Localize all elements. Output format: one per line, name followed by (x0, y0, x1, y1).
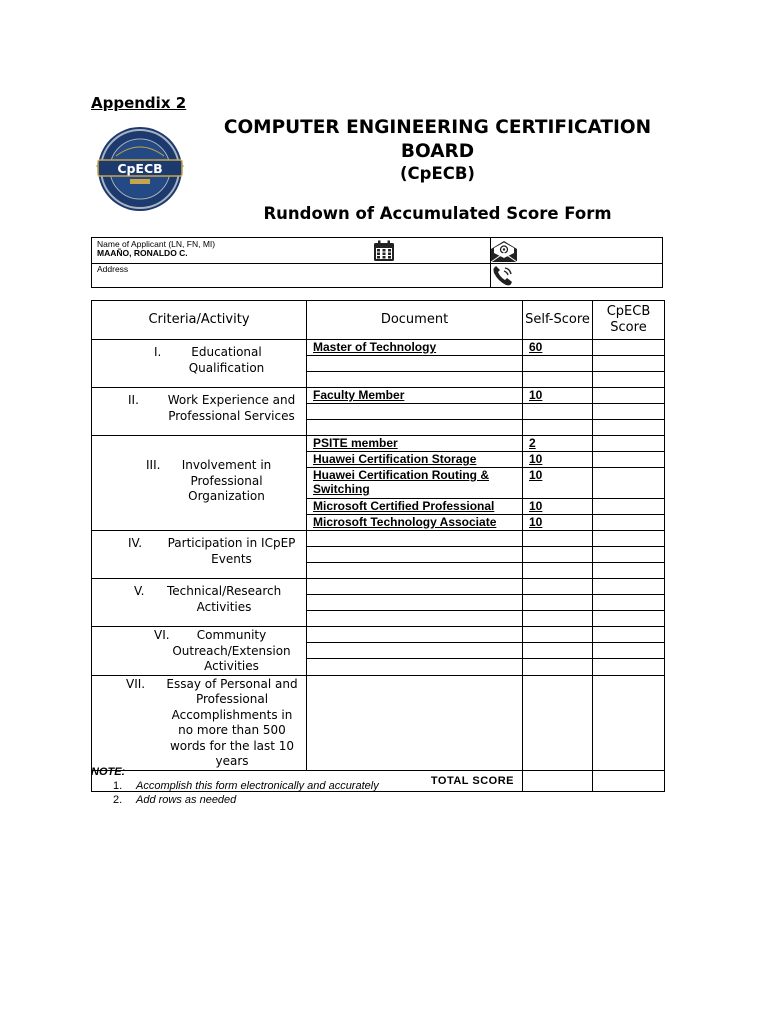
criteria-text: Participation in ICpEP Events (167, 536, 296, 566)
applicant-info-box (91, 237, 663, 288)
cpecb-score-cell[interactable] (593, 563, 665, 579)
document-cell[interactable] (307, 563, 523, 579)
self-score-cell[interactable] (523, 547, 593, 563)
table-row (92, 388, 665, 404)
criteria-text: Work Experience and Professional Services (167, 393, 296, 423)
cpecb-score-cell[interactable] (593, 675, 665, 770)
note-number: 1. (113, 780, 123, 792)
self-score-cell[interactable] (523, 531, 593, 547)
table-row (92, 340, 665, 356)
score-table (91, 300, 665, 792)
criteria-cell (92, 436, 307, 531)
cpecb-score-cell[interactable] (593, 372, 665, 388)
cpecb-score-cell[interactable] (593, 611, 665, 627)
cpecb-score-cell[interactable] (593, 643, 665, 659)
self-score-header: Self-Score (523, 301, 593, 340)
self-score-cell[interactable]: 10 (523, 499, 593, 515)
document-cell[interactable] (307, 611, 523, 627)
cpecb-score-cell[interactable] (593, 340, 665, 356)
document-cell[interactable] (307, 579, 523, 595)
roman-numeral: VII. (126, 676, 146, 691)
roman-numeral: IV. (128, 536, 143, 550)
self-score-cell[interactable]: 10 (523, 468, 593, 499)
document-cell[interactable] (307, 356, 523, 372)
applicant-name-label: Name of Applicant (LN, FN, MI) (97, 239, 216, 249)
table-row (92, 531, 665, 547)
note-label: NOTE: (91, 766, 126, 778)
document-cell[interactable]: Microsoft Technology Associate (307, 515, 523, 531)
table-row (92, 579, 665, 595)
self-score-cell[interactable] (523, 675, 593, 770)
criteria-text: Educational Qualification (188, 345, 265, 375)
criteria-cell (92, 627, 307, 676)
document-cell[interactable] (307, 595, 523, 611)
cpecb-score-cell[interactable] (593, 579, 665, 595)
board-abbreviation: (CpECB) (400, 164, 475, 183)
table-header-row (92, 301, 665, 340)
criteria-text: Technical/Research Activities (167, 584, 282, 614)
applicant-name-value[interactable]: MAAÑO, RONALDO C. (97, 248, 188, 258)
phone-icon (491, 265, 515, 287)
self-score-cell[interactable]: 10 (523, 452, 593, 468)
calendar-icon (373, 240, 395, 262)
note-text: Add rows as needed (136, 794, 237, 806)
criteria-text: Community Outreach/Extension Activities (172, 628, 291, 673)
address-label: Address (97, 264, 129, 274)
document-cell[interactable] (307, 643, 523, 659)
document-cell[interactable] (307, 675, 523, 770)
cpecb-score-cell[interactable] (593, 595, 665, 611)
document-cell[interactable]: PSITE member (307, 436, 523, 452)
document-header: Document (307, 301, 523, 340)
cpecb-score-cell[interactable] (593, 659, 665, 675)
criteria-cell (92, 531, 307, 579)
criteria-cell (92, 675, 307, 770)
total-cpecb-score-cell[interactable] (593, 770, 665, 791)
cpecb-score-cell[interactable] (593, 404, 665, 420)
self-score-cell[interactable]: 2 (523, 436, 593, 452)
form-title: Rundown of Accumulated Score Form (263, 204, 612, 223)
cpecb-logo (92, 126, 188, 212)
self-score-cell[interactable] (523, 420, 593, 436)
self-score-cell[interactable] (523, 356, 593, 372)
roman-numeral: II. (128, 393, 139, 407)
table-row (92, 627, 665, 643)
cpecb-score-cell[interactable] (593, 436, 665, 452)
roman-numeral: V. (134, 584, 145, 598)
criteria-header: Criteria/Activity (92, 301, 307, 340)
table-row (92, 436, 665, 452)
document-cell[interactable]: Faculty Member (307, 388, 523, 404)
self-score-cell[interactable] (523, 579, 593, 595)
self-score-cell[interactable] (523, 643, 593, 659)
self-score-cell[interactable] (523, 627, 593, 643)
self-score-cell[interactable] (523, 404, 593, 420)
self-score-cell[interactable] (523, 595, 593, 611)
document-cell[interactable] (307, 372, 523, 388)
document-cell[interactable]: Master of Technology (307, 340, 523, 356)
self-score-cell[interactable]: 10 (523, 388, 593, 404)
self-score-cell[interactable] (523, 611, 593, 627)
document-cell[interactable] (307, 627, 523, 643)
criteria-cell (92, 579, 307, 627)
board-title: COMPUTER ENGINEERING CERTIFICATION BOARD (223, 117, 652, 162)
cpecb-score-header: CpECB Score (593, 301, 665, 340)
cpecb-score-cell[interactable] (593, 468, 665, 499)
cpecb-score-cell[interactable] (593, 452, 665, 468)
svg-text:CpECB: CpECB (117, 161, 163, 176)
cpecb-score-cell[interactable] (593, 356, 665, 372)
roman-numeral: III. (146, 458, 161, 472)
document-cell[interactable] (307, 659, 523, 675)
document-cell[interactable] (307, 420, 523, 436)
document-cell[interactable] (307, 404, 523, 420)
document-cell[interactable] (307, 547, 523, 563)
self-score-cell[interactable]: 10 (523, 515, 593, 531)
cpecb-score-cell[interactable] (593, 547, 665, 563)
table-row (92, 675, 665, 770)
self-score-cell[interactable] (523, 563, 593, 579)
criteria-cell (92, 388, 307, 436)
document-cell[interactable] (307, 531, 523, 547)
total-self-score-cell[interactable] (523, 770, 593, 791)
note-number: 2. (113, 794, 123, 806)
self-score-cell[interactable]: 60 (523, 340, 593, 356)
criteria-text: Essay of Personal and Professional Accomplishments in no more than 500 words for the last 10 years (166, 676, 298, 768)
cpecb-score-cell[interactable] (593, 499, 665, 515)
criteria-cell (92, 340, 307, 388)
document-cell[interactable]: Huawei Certification Routing & Switching (307, 468, 523, 499)
cpecb-score-cell[interactable] (593, 515, 665, 531)
mail-icon (490, 239, 518, 263)
cpecb-score-cell[interactable] (593, 420, 665, 436)
appendix-label: Appendix 2 (91, 94, 187, 112)
cpecb-score-cell[interactable] (593, 627, 665, 643)
cpecb-score-cell[interactable] (593, 531, 665, 547)
roman-numeral: I. (154, 345, 162, 359)
document-cell[interactable]: Huawei Certification Storage (307, 452, 523, 468)
note-text: Accomplish this form electronically and accurately (136, 780, 379, 792)
criteria-text: Involvement in Professional Organization (181, 458, 272, 503)
cpecb-score-cell[interactable] (593, 388, 665, 404)
self-score-cell[interactable] (523, 659, 593, 675)
self-score-cell[interactable] (523, 372, 593, 388)
total-score-label: TOTAL SCORE (92, 770, 523, 791)
document-cell[interactable]: Microsoft Certified Professional (307, 499, 523, 515)
roman-numeral: VI. (154, 628, 170, 642)
